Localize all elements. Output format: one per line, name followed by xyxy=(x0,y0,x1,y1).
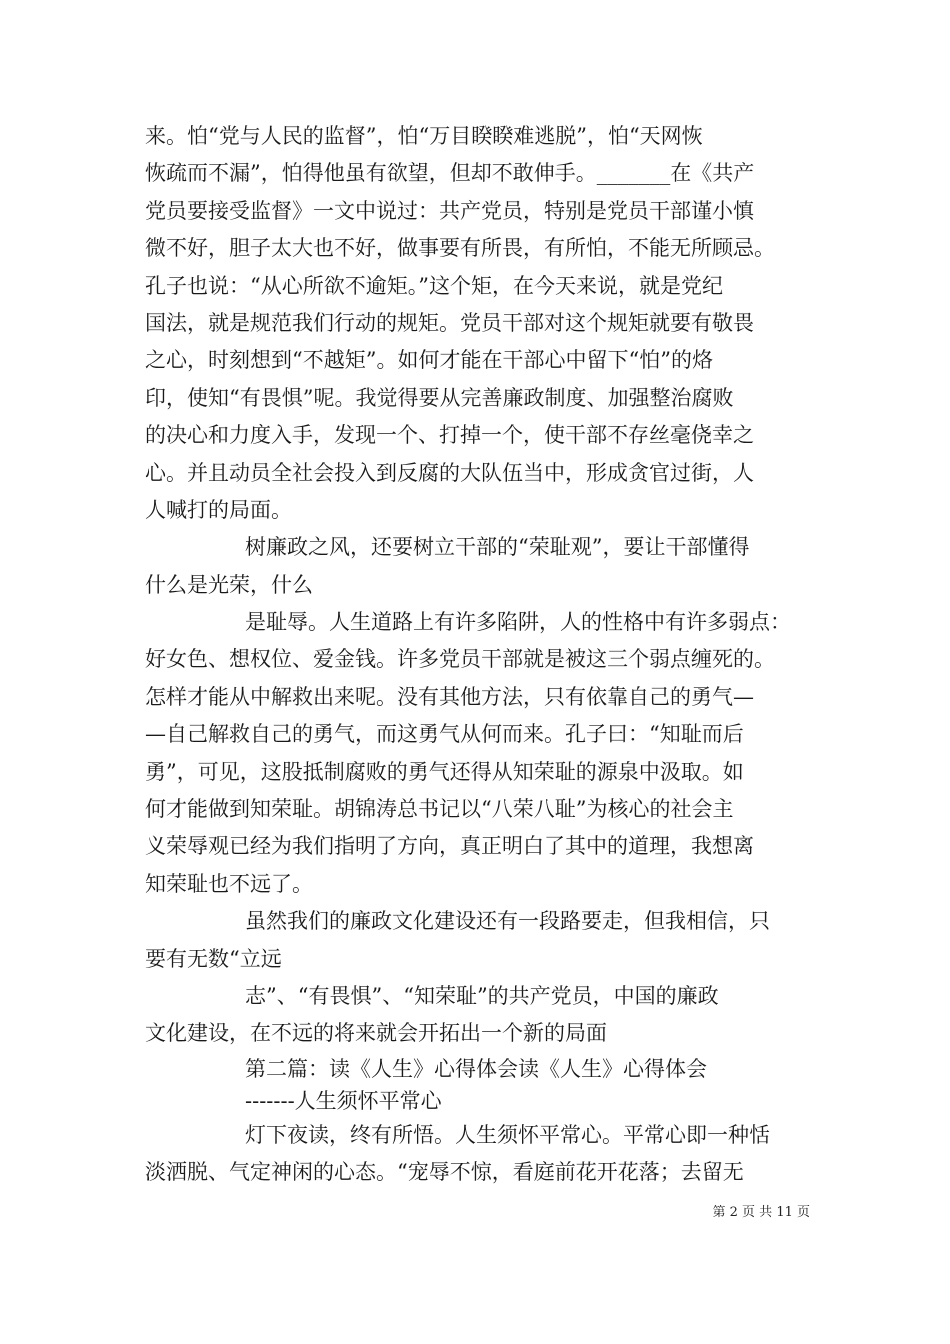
text-line: 何才能做到知荣耻。胡锦涛总书记以“八荣八耻”为核心的社会主 xyxy=(145,797,734,822)
section-subheading: -------人生须怀平常心 xyxy=(245,1088,442,1113)
text-line: 党员要接受监督》一文中说过：共产党员，特别是党员干部谨小慎 xyxy=(145,198,754,223)
text-line: 要有无数“立远 xyxy=(145,946,282,971)
text-line: 孔子也说：“从心所欲不逾矩。”这个矩，在今天来说，就是党纪 xyxy=(145,273,723,298)
page-number: 第 2 页 共 11 页 xyxy=(712,1205,810,1220)
text-line: 义荣辱观已经为我们指明了方向，真正明白了其中的道理，我想离 xyxy=(145,834,754,859)
text-line: 心。并且动员全社会投入到反腐的大队伍当中，形成贪官过街，人 xyxy=(145,460,754,485)
text-line: 来。怕“党与人民的监督”，怕“万目睽睽难逃脱”，怕“天网恢 xyxy=(145,124,703,148)
text-line: 恢疏而不漏”，怕得他虽有欲望，但却不敢伸手。_______在《共产 xyxy=(145,161,755,186)
paragraph-start-line: 是耻辱。人生道路上有许多陷阱，人的性格中有许多弱点： xyxy=(245,610,791,635)
text-line: 人喊打的局面。 xyxy=(145,497,292,522)
text-line: 国法，就是规范我们行动的规矩。党员干部对这个规矩就要有敬畏 xyxy=(145,310,754,335)
section-heading: 第二篇：读《人生》心得体会读《人生》心得体会 xyxy=(245,1056,707,1081)
body-text xyxy=(145,118,815,1192)
text-line: 勇”，可见，这股抵制腐败的勇气还得从知荣耻的源泉中汲取。如 xyxy=(145,759,744,784)
paragraph-start-line: 树廉政之风，还要树立干部的“荣耻观”，要让干部懂得 xyxy=(245,535,750,560)
paragraph-start-line: 灯下夜读，终有所悟。人生须怀平常心。平常心即一种恬 xyxy=(245,1122,770,1147)
text-line: 知荣耻也不远了。 xyxy=(145,871,313,896)
text-line: 怎样才能从中解救出来呢。没有其他方法，只有依靠自己的勇气— xyxy=(145,684,754,709)
text-line: 印，使知“有畏惧”呢。我觉得要从完善廉政制度、加强整治腐败 xyxy=(145,385,734,410)
text-line: 好女色、想权位、爱金钱。许多党员干部就是被这三个弱点缠死的。 xyxy=(145,647,775,672)
text-line: 微不好，胆子太大也不好，做事要有所畏，有所怕，不能无所顾忌。 xyxy=(145,236,775,261)
paragraph-start-line: 志”、“有畏惧”、“知荣耻”的共产党员，中国的廉政 xyxy=(245,983,719,1008)
text-line: —自己解救自己的勇气，而这勇气从何而来。孔子曰：“知耻而后 xyxy=(145,722,744,747)
text-line: 淡洒脱、气定神闲的心态。“宠辱不惊，看庭前花开花落；去留无 xyxy=(145,1160,744,1185)
text-line: 什么是光荣，什么 xyxy=(145,572,313,597)
text-line: 文化建设，在不远的将来就会开拓出一个新的局面 xyxy=(145,1021,607,1046)
paragraph-start-line: 虽然我们的廉政文化建设还有一段路要走，但我相信，只 xyxy=(245,909,770,934)
text-line: 之心，时刻想到“不越矩”。如何才能在干部心中留下“怕”的烙 xyxy=(145,348,713,373)
text-line: 的决心和力度入手，发现一个、打掉一个，使干部不存丝毫侥幸之 xyxy=(145,423,754,448)
